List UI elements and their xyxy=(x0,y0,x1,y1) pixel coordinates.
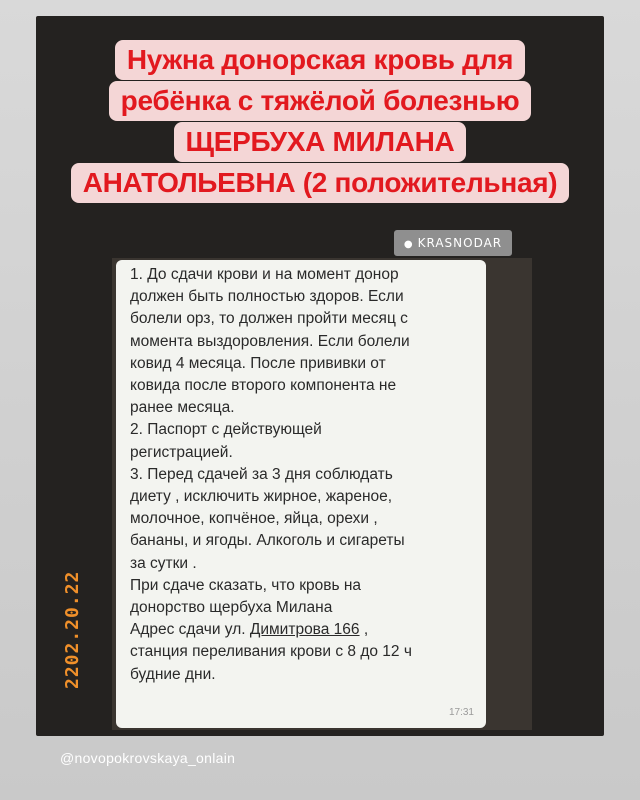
address-line xyxy=(130,619,476,641)
headline-line: ребёнка с тяжёлой болезнью xyxy=(109,81,532,121)
message-line: ранее месяца. xyxy=(130,399,235,417)
location-sticker[interactable] xyxy=(394,230,512,256)
message-line: донорство щербуха Милана xyxy=(130,599,333,617)
message-line: станция переливания крови с 8 до 12 ч xyxy=(130,643,412,661)
message-line: болели орз, то должен пройти месяц с xyxy=(130,310,408,328)
message-line: будние дни. xyxy=(130,665,216,683)
message-line: ковида после второго компонента не xyxy=(130,377,397,395)
message-line: При сдаче сказать, что кровь на xyxy=(130,576,362,594)
address-suffix: , xyxy=(359,621,369,639)
headline xyxy=(0,40,640,204)
headline-line: ЩЕРБУХА МИЛАНА xyxy=(174,122,467,162)
message-line: за сутки . xyxy=(130,554,197,572)
message-line: 3. Перед сдачей за 3 дня соблюдать xyxy=(130,465,393,483)
address-link[interactable]: Димитрова 166 xyxy=(249,621,360,639)
headline-line: АНАТОЛЬЕВНА (2 положительная) xyxy=(71,163,570,203)
message-line: 2. Паспорт с действующей xyxy=(130,421,322,439)
date-stamp: 2202.20.22 xyxy=(62,570,83,690)
address-prefix: Адрес сдачи ул. xyxy=(130,621,250,639)
message-line: ковид 4 месяца. После прививки от xyxy=(130,354,386,372)
message-line: регистрацией. xyxy=(130,443,233,461)
message-line: 1. До сдачи крови и на момент донор xyxy=(130,266,399,283)
message-line: момента выздоровления. Если болели xyxy=(130,332,410,350)
message-bubble xyxy=(116,260,486,728)
account-watermark: @novopokrovskaya_onlain xyxy=(60,750,236,766)
headline-line: Нужна донорская кровь для xyxy=(115,40,525,80)
message-line: должен быть полностью здоров. Если xyxy=(130,288,404,306)
location-label: KRASNODAR xyxy=(417,236,503,250)
message-line: молочное, копчёное, яйца, орехи , xyxy=(130,510,378,528)
message-line: диету , исключить жирное, жареное, xyxy=(130,488,393,506)
message-line: бананы, и ягоды. Алкоголь и сигареты xyxy=(130,532,405,550)
location-pin-icon: ● xyxy=(403,239,414,250)
message-timestamp: 17:31 xyxy=(448,706,474,718)
